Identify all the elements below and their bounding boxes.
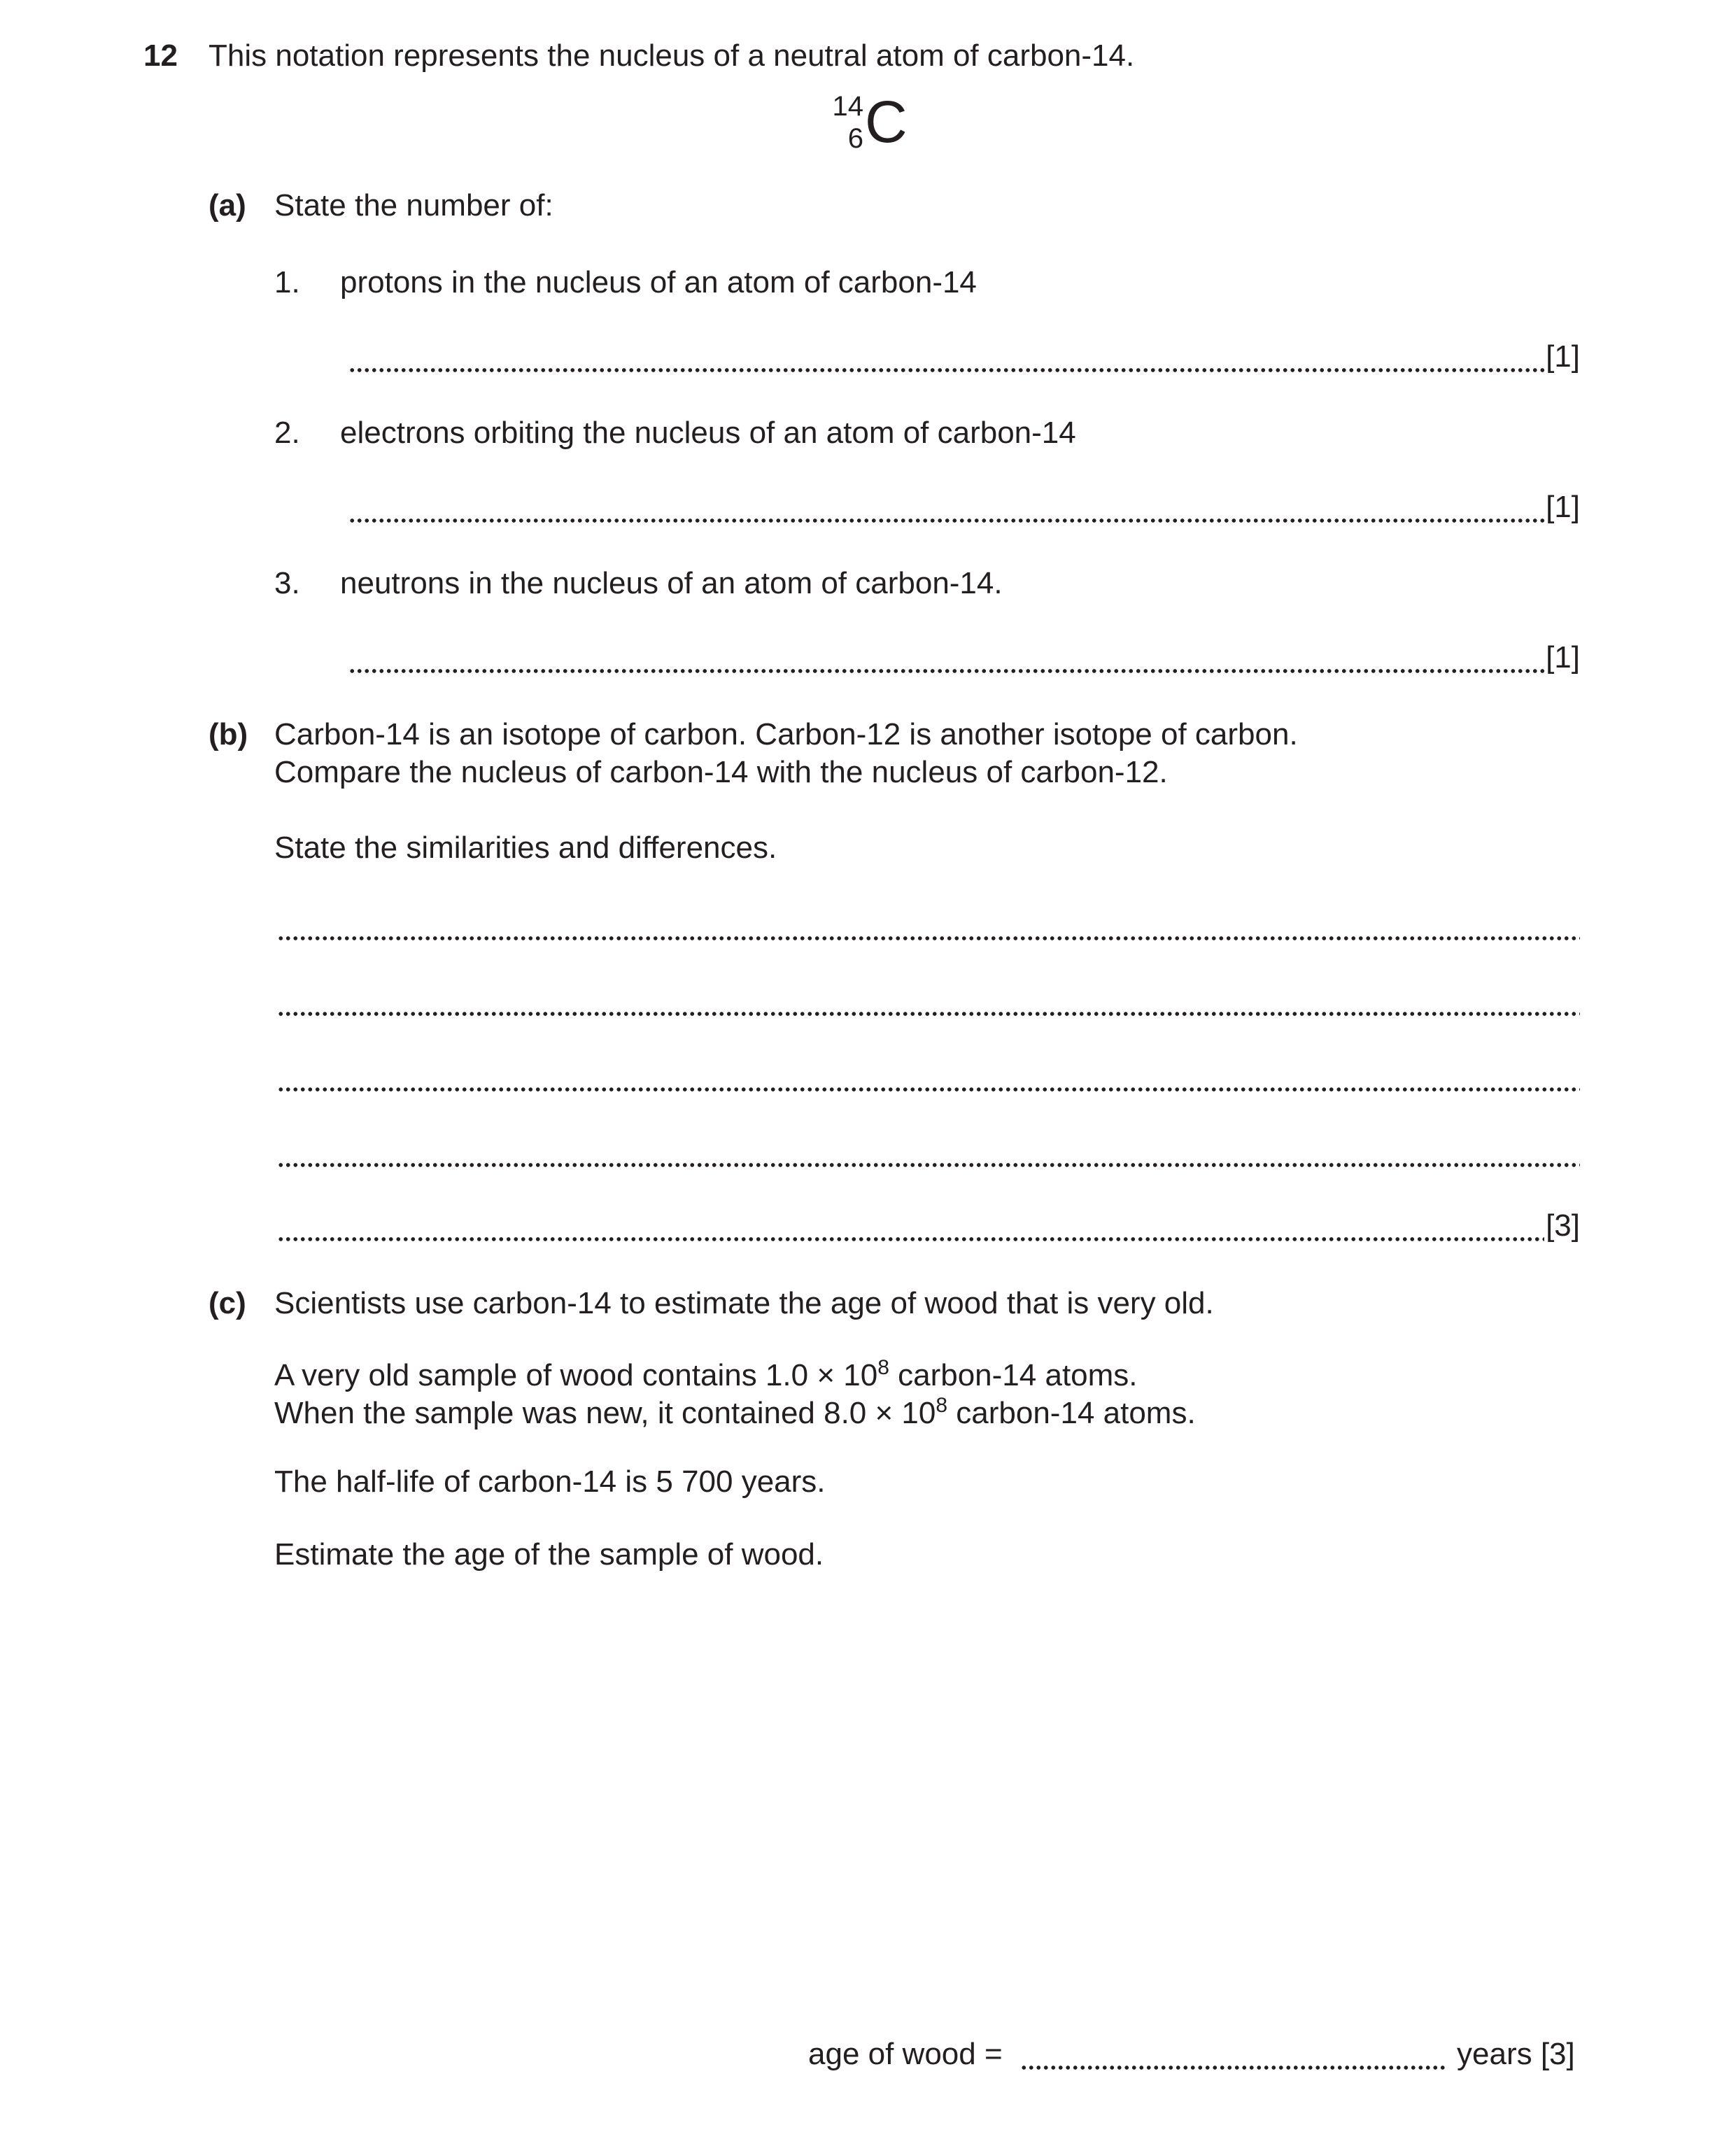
answer-line-b-4[interactable] [277,1136,1580,1167]
dotted-fill [277,1061,1580,1092]
part-b-line-2: Compare the nucleus of carbon-14 with the nucleus of carbon-12. [274,755,1168,789]
answer-label: age of wood = [808,2037,1003,2071]
mark-allocation: [3] [1546,1208,1580,1243]
part-a-label: (a) [209,188,246,223]
answer-line-protons[interactable] [348,341,1580,372]
part-b-instruction: State the similarities and differences. [274,831,777,865]
new-sample-exponent: 8 [936,1394,948,1417]
dotted-fill [277,985,1580,1016]
question-stem: This notation represents the nucleus of a neutral atom of carbon-14. [209,38,1135,73]
answer-line-b-5[interactable] [277,1210,1580,1241]
answer-line-electrons[interactable] [348,492,1580,523]
part-c-task: Estimate the age of the sample of wood. [274,1537,824,1572]
mark-allocation: [1] [1546,339,1580,374]
answer-unit: years [3] [1457,2037,1575,2071]
dotted-fill [1020,2039,1446,2070]
item-3-text: neutrons in the nucleus of an atom of carbon-14. [340,566,1003,600]
part-c-old-sample [274,1357,1138,1395]
answer-line-neutrons[interactable] [348,642,1580,673]
item-1-text: protons in the nucleus of an atom of carbon-14 [340,265,977,299]
old-sample-exponent: 8 [877,1356,889,1379]
dotted-fill [348,642,1544,673]
part-b-line-1: Carbon-14 is an isotope of carbon. Carbon-12 is another isotope of carbon. [274,717,1298,751]
part-b-label: (b) [209,717,248,751]
element-symbol: C [865,89,908,155]
part-c-intro: Scientists use carbon-14 to estimate the age of wood that is very old. [274,1286,1214,1320]
age-answer-field[interactable] [1020,2039,1446,2070]
mark-allocation: [1] [1546,490,1580,524]
item-1-number: 1. [274,265,300,299]
atomic-number: 6 [847,123,863,154]
part-a-prompt: State the number of: [274,188,553,223]
part-c-new-sample [274,1395,1196,1432]
dotted-fill [348,341,1544,372]
dotted-fill [277,910,1580,940]
item-2-text: electrons orbiting the nucleus of an atom of carbon-14 [340,416,1076,450]
answer-line-b-2[interactable] [277,985,1580,1016]
old-sample-prefix: A very old sample of wood contains 1.0 × 10 [274,1358,878,1392]
nuclide-notation [802,89,908,167]
item-3-number: 3. [274,566,300,600]
question-number: 12 [143,38,178,73]
old-sample-suffix: carbon-14 atoms. [889,1358,1138,1392]
part-c-label: (c) [209,1286,246,1320]
answer-line-b-1[interactable] [277,910,1580,940]
dotted-fill [277,1136,1580,1167]
part-c-half-life: The half-life of carbon-14 is 5 700 years. [274,1464,826,1499]
answer-line-b-3[interactable] [277,1061,1580,1092]
mass-number: 14 [832,91,863,122]
dotted-fill [277,1210,1544,1241]
mark-allocation: [1] [1546,640,1580,675]
new-sample-prefix: When the sample was new, it contained 8.0 × 10 [274,1396,936,1430]
new-sample-suffix: carbon-14 atoms. [947,1396,1196,1430]
dotted-fill [348,492,1544,523]
item-2-number: 2. [274,416,300,450]
